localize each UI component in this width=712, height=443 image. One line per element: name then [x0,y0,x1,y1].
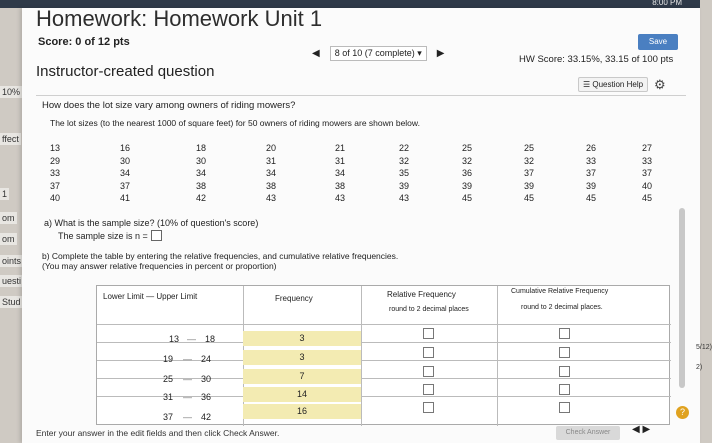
cumulative-frequency-input[interactable] [559,366,570,377]
question-text: How does the lot size vary among owners of riding mowers? [42,100,296,111]
question-subtitle: Instructor-created question [36,63,215,80]
scrollbar[interactable] [679,208,685,388]
relative-frequency-input[interactable] [423,366,434,377]
upper-limit: 18 [205,334,216,344]
frequency-cell: 7 [243,369,361,384]
lower-limit: 13 [169,334,180,344]
sample-size-input[interactable] [151,230,162,241]
next-question-icon[interactable]: ▶ [436,48,445,59]
header-cumulative: Cumulative Relative Frequency [511,288,609,295]
data-column: 16 30 34 37 41 [119,143,130,203]
data-column: 25 32 37 39 45 [523,143,534,203]
divider [36,95,686,96]
upper-limit: 36 [201,392,212,402]
question-help-label: Question Help [592,80,644,89]
question-nav [312,46,444,61]
header-relative-sub: round to 2 decimal places [389,306,469,313]
header-relative: Relative Frequency [387,290,456,299]
clock: 8:00 PM [652,0,682,7]
footer-instructions: Enter your answer in the edit fields and then click Check Answer. [36,428,280,438]
help-icon[interactable]: ? [676,406,689,419]
header-frequency: Frequency [275,294,313,303]
data-column: 25 32 36 39 45 [461,143,472,203]
question-position: 8 of 10 (7 complete) [334,48,415,58]
previous-arrow-icon[interactable]: ◀ [632,424,640,435]
hw-score: HW Score: 33.15%, 33.15 of 100 pts [519,54,674,65]
question-help-button[interactable]: ☰ Question Help [578,77,648,92]
data-column: 27 33 37 40 45 [641,143,652,203]
question-instructions: The lot sizes (to the nearest 1000 of square feet) for 50 owners of riding mowers are shown below. [50,118,420,128]
left-fragment: Stud [2,297,21,307]
relative-frequency-input[interactable] [423,347,434,358]
frequency-table: Lower Limit — Upper Limit Frequency Relative Frequency round to 2 decimal places Cumulative Relative Frequency round to 2 decimal places. 13 — 18 3 19 — 24 3 25 — 30 7 31 — 36 14 37 — 42 16 [96,285,670,425]
part-b-note: (You may answer relative frequencies in percent or proportion) [42,261,277,271]
lower-limit: 25 [163,374,174,384]
left-fragment: om [2,213,15,223]
cumulative-frequency-input[interactable] [559,384,570,395]
part-a-question: a) What is the sample size? (10% of question's score) [44,218,259,228]
right-fragment: 5/12) [696,344,712,351]
next-arrow-icon[interactable]: ▶ [642,424,651,435]
left-fragment: uesti [2,276,22,286]
part-b-instructions: b) Complete the table by entering the relative frequencies, and cumulative relative frequencies. [42,251,399,261]
data-column: 22 32 35 39 43 [398,143,409,203]
relative-frequency-input[interactable] [423,328,434,339]
frequency-cell: 16 [243,404,361,419]
data-column: 21 31 34 38 43 [334,143,345,203]
homework-page [22,6,712,443]
left-fragment: oints [2,256,22,266]
check-answer-button[interactable]: Check Answer [556,426,620,440]
question-selector[interactable]: 8 of 10 (7 complete) ▾ [330,46,427,61]
lower-limit: 19 [163,354,174,364]
data-column: 13 29 33 37 40 [49,143,60,203]
part-a-prompt-row [58,230,162,241]
data-column: 20 31 34 38 43 [265,143,276,203]
data-grid [22,142,700,212]
data-column: 26 33 37 39 45 [585,143,596,203]
frequency-cell: 3 [243,350,361,365]
cumulative-frequency-input[interactable] [559,402,570,413]
right-fragment: 2) [696,364,703,371]
left-fragment: ffect [2,134,19,144]
relative-frequency-input[interactable] [423,384,434,395]
bottom-nav [632,424,650,435]
left-fragment: 10% [2,87,21,97]
left-fragment: 1 [2,189,8,199]
cumulative-frequency-input[interactable] [559,328,570,339]
score-label: Score: 0 of 12 pts [38,36,130,48]
lower-limit: 31 [163,392,174,402]
frequency-cell: 3 [243,331,361,346]
page-title: Homework: Homework Unit 1 [36,6,323,31]
header-limits: Lower Limit — Upper Limit [103,292,198,301]
gear-icon[interactable]: ⚙ [654,77,666,92]
upper-limit: 42 [201,412,212,422]
lower-limit: 37 [163,412,174,422]
frequency-cell: 14 [243,387,361,402]
part-a-prompt: The sample size is n = [58,230,148,241]
left-fragment: om [2,234,15,244]
previous-question-icon[interactable]: ◀ [312,48,320,59]
upper-limit: 30 [201,374,212,384]
relative-frequency-input[interactable] [423,402,434,413]
header-cumulative-sub: round to 2 decimal places. [521,304,603,311]
save-button[interactable]: Save [638,34,678,50]
cumulative-frequency-input[interactable] [559,347,570,358]
data-column: 18 30 34 38 42 [195,143,206,203]
upper-limit: 24 [201,354,212,364]
